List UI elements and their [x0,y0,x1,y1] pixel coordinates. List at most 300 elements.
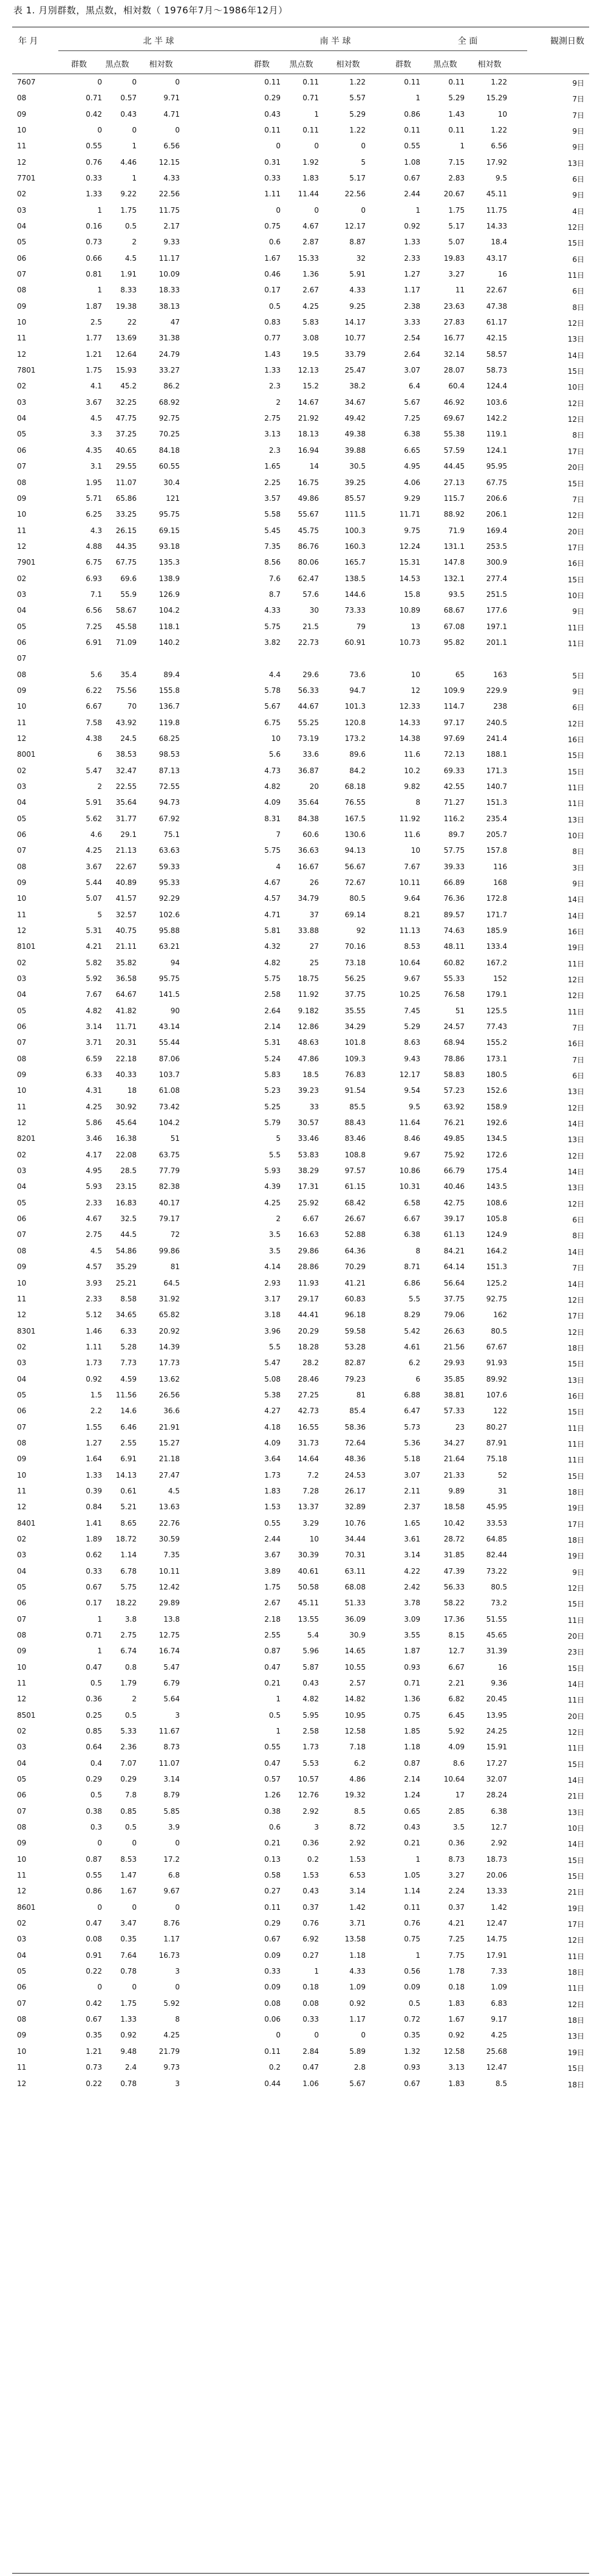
cell-south-spots: 2.87 [302,238,319,247]
cell-observation-days: 7日 [572,95,584,104]
cell-year-month: 10 [17,1086,27,1095]
cell-north-spots: 14.13 [115,1470,137,1479]
cell-observation-days: 9日 [572,127,584,136]
cell-north-groups: 0.5 [90,1679,102,1687]
cell-south-spots: 35.64 [298,798,319,807]
cell-whole-groups: 9.29 [404,494,420,503]
cell-year-month: 04 [17,1566,27,1576]
cell-whole-spots: 4.09 [448,1743,465,1752]
table-row [12,155,589,171]
cell-whole-relative: 7.33 [491,1967,507,1976]
cell-south-relative: 4.33 [349,286,366,295]
table-row [12,875,589,891]
cell-north-spots: 24.5 [120,734,137,743]
cell-observation-days: 13日 [567,335,584,344]
cell-north-relative: 11.75 [159,205,180,215]
header-year-month: 年 月 [18,36,38,46]
cell-south-relative: 63.11 [344,1566,366,1576]
cell-north-relative: 72 [170,1230,180,1239]
cell-whole-spots: 2.83 [448,174,465,183]
table-row [12,907,589,923]
cell-north-groups: 6.22 [86,686,102,695]
cell-observation-days: 18日 [567,1487,584,1496]
cell-north-spots: 22.18 [115,1054,137,1063]
cell-south-groups: 0.09 [264,1951,281,1960]
cell-whole-groups: 8.29 [404,1310,420,1320]
cell-south-spots: 18.5 [302,1070,319,1080]
cell-north-relative: 86.2 [163,382,180,391]
cell-observation-days: 5日 [572,671,584,680]
cell-whole-spots: 1 [460,142,465,151]
header-whole-disk: 全 面 [457,36,478,46]
table-row [12,2060,589,2076]
cell-whole-spots: 19.83 [443,253,465,263]
cell-whole-spots: 23.63 [443,301,465,311]
cell-north-spots: 0.5 [125,1710,137,1720]
cell-whole-spots: 61.13 [443,1230,465,1239]
cell-whole-groups: 0.93 [404,1662,420,1672]
cell-south-spots: 5.87 [302,1662,319,1672]
cell-whole-spots: 48.11 [443,942,465,951]
cell-whole-relative: 241.4 [486,734,507,743]
cell-whole-groups: 0.55 [404,142,420,151]
cell-whole-relative: 163 [493,670,507,679]
cell-south-spots: 0 [314,2031,319,2040]
table-header [12,27,589,74]
cell-south-spots: 17.31 [298,1182,319,1191]
cell-south-relative: 76.83 [344,1070,366,1080]
cell-north-groups: 0.73 [86,2063,102,2072]
cell-north-relative: 4.5 [168,1486,180,1495]
cell-south-groups: 3.96 [264,1326,281,1335]
cell-south-relative: 144.6 [344,590,366,599]
cell-observation-days: 15日 [567,2064,584,2073]
cell-south-relative: 8.72 [349,1823,366,1832]
cell-whole-relative: 11.75 [486,205,507,215]
cell-whole-spots: 78.86 [443,1054,465,1063]
cell-north-spots: 4.5 [125,253,137,263]
cell-whole-relative: 24.25 [486,1727,507,1736]
cell-whole-groups: 6.65 [404,446,420,455]
cell-whole-spots: 3.13 [448,2063,465,2072]
cell-north-relative: 17.2 [163,1855,180,1864]
cell-north-groups: 0.73 [86,238,102,247]
cell-south-relative: 80.5 [349,894,366,903]
cell-south-relative: 39.88 [344,446,366,455]
cell-north-groups: 6.59 [86,1054,102,1063]
cell-observation-days: 15日 [567,767,584,776]
cell-whole-relative: 22.67 [486,286,507,295]
cell-north-groups: 5.47 [86,766,102,775]
cell-north-spots: 0 [132,78,137,86]
cell-north-spots: 38.53 [115,750,137,759]
cell-year-month: 04 [17,1374,27,1383]
cell-north-groups: 3.67 [86,862,102,871]
cell-north-relative: 8.79 [163,1791,180,1800]
cell-south-groups: 1.73 [264,1470,281,1479]
cell-south-groups: 4.71 [264,910,281,919]
cell-south-relative: 10.76 [344,1518,366,1527]
cell-north-relative: 0 [175,126,180,135]
cell-south-relative: 1.42 [349,1903,366,1912]
cell-observation-days: 23日 [567,1648,584,1657]
cell-year-month: 08 [17,94,27,103]
cell-whole-relative: 14.75 [486,1935,507,1944]
cell-south-groups: 0.55 [264,1518,281,1527]
cell-north-groups: 3.93 [86,1278,102,1287]
cell-north-groups: 6.25 [86,510,102,519]
cell-south-groups: 2.58 [264,990,281,999]
cell-north-groups: 1.33 [86,190,102,199]
cell-north-spots: 44.5 [120,1230,137,1239]
cell-north-spots: 0.57 [120,94,137,103]
cell-year-month: 03 [17,590,27,599]
cell-north-spots: 0.8 [125,1662,137,1672]
table-row [12,1820,589,1836]
cell-north-groups: 0.3 [90,1823,102,1832]
cell-north-groups: 0.87 [86,1855,102,1864]
cell-north-groups: 1 [97,1647,102,1656]
cell-whole-groups: 0.72 [404,2015,420,2024]
cell-north-relative: 6.56 [163,142,180,151]
cell-south-relative: 5.29 [349,109,366,119]
cell-whole-relative: 235.4 [486,814,507,823]
cell-north-groups: 0.39 [86,1486,102,1495]
cell-whole-groups: 0.56 [404,1967,420,1976]
cell-north-groups: 0.64 [86,1743,102,1752]
cell-observation-days: 10日 [567,831,584,840]
cell-year-month: 03 [17,974,27,983]
cell-north-relative: 4.25 [163,2031,180,2040]
cell-whole-spots: 6.82 [448,1695,465,1704]
cell-north-spots: 43.92 [115,718,137,727]
cell-north-groups: 1.33 [86,1470,102,1479]
cell-south-groups: 1.65 [264,462,281,471]
cell-south-spots: 6.92 [302,1935,319,1944]
cell-whole-groups: 0.67 [404,2079,420,2088]
cell-whole-relative: 251.5 [486,590,507,599]
cell-whole-groups: 0.67 [404,174,420,183]
cell-whole-groups: 0.35 [404,2031,420,2040]
table-row [12,1740,589,1755]
cell-whole-groups: 2.33 [404,253,420,263]
cell-observation-days: 10日 [567,383,584,392]
cell-north-relative: 16.74 [159,1647,180,1656]
cell-north-relative: 2.17 [163,222,180,231]
cell-north-relative: 64.5 [163,1278,180,1287]
cell-north-groups: 0.92 [86,1374,102,1383]
cell-south-spots: 39.23 [298,1086,319,1095]
cell-whole-spots: 12.7 [448,1647,465,1656]
cell-observation-days: 19日 [567,1504,584,1513]
cell-north-spots: 0.85 [120,1806,137,1816]
cell-south-groups: 5.31 [264,1038,281,1047]
cell-north-spots: 21.13 [115,846,137,855]
cell-whole-relative: 9.17 [491,2015,507,2024]
cell-observation-days: 4日 [572,207,584,216]
table-row [12,1884,589,1899]
cell-south-spots: 13.55 [298,1614,319,1624]
cell-south-spots: 5.4 [307,1630,319,1639]
cell-whole-groups: 5.29 [404,1022,420,1031]
cell-observation-days: 11日 [567,1696,584,1705]
cell-whole-groups: 9.43 [404,1054,420,1063]
cell-north-spots: 32.47 [115,766,137,775]
cell-north-relative: 141.5 [159,990,180,999]
cell-south-relative: 130.6 [344,830,366,839]
cell-whole-spots: 109.9 [443,686,465,695]
cell-south-spots: 45.75 [298,526,319,535]
cell-north-groups: 0.29 [86,1775,102,1784]
cell-south-groups: 4.82 [264,782,281,791]
cell-observation-days: 6日 [572,1072,584,1081]
table-row [12,1964,589,1980]
cell-year-month: 07 [17,1230,27,1239]
cell-south-groups: 3.5 [268,1230,281,1239]
cell-north-spots: 1 [132,142,137,151]
cell-year-month: 08 [17,670,27,679]
cell-south-relative: 79 [356,622,366,631]
cell-south-groups: 4.39 [264,1182,281,1191]
cell-whole-relative: 32.07 [486,1775,507,1784]
cell-whole-spots: 58.22 [443,1599,465,1608]
cell-whole-groups: 4.22 [404,1566,420,1576]
cell-north-spots: 1.79 [120,1679,137,1687]
cell-year-month: 05 [17,1006,27,1015]
cell-whole-spots: 60.4 [448,382,465,391]
cell-north-groups: 5.07 [86,894,102,903]
cell-whole-groups: 0.86 [404,109,420,119]
cell-south-relative: 94.13 [344,846,366,855]
cell-north-spots: 35.4 [120,670,137,679]
cell-north-spots: 23.15 [115,1182,137,1191]
cell-north-groups: 4.5 [90,1246,102,1255]
cell-observation-days: 11日 [567,1007,584,1016]
cell-whole-groups: 0.76 [404,1919,420,1928]
cell-whole-groups: 11.13 [399,926,420,935]
cell-whole-groups: 0.71 [404,1679,420,1687]
cell-whole-spots: 97.69 [443,734,465,743]
cell-whole-spots: 3.27 [448,270,465,279]
cell-whole-spots: 9.89 [448,1486,465,1495]
cell-north-spots: 0.43 [120,109,137,119]
cell-south-spots: 0.2 [307,1855,319,1864]
cell-north-spots: 6.91 [120,1455,137,1464]
cell-north-groups: 6.75 [86,558,102,567]
cell-south-spots: 14.64 [298,1455,319,1464]
cell-year-month: 02 [17,958,27,967]
cell-north-groups: 4.88 [86,542,102,551]
cell-south-spots: 1.92 [302,157,319,167]
cell-south-groups: 0.21 [264,1839,281,1848]
cell-north-groups: 0.55 [86,142,102,151]
cell-south-groups: 5.93 [264,1166,281,1176]
cell-whole-spots: 66.79 [443,1166,465,1176]
cell-north-spots: 0.78 [120,2079,137,2088]
cell-south-spots: 6.67 [302,1214,319,1224]
cell-year-month: 08 [17,286,27,295]
cell-observation-days: 9日 [572,191,584,200]
cell-year-month: 10 [17,318,27,327]
cell-north-relative: 102.6 [159,910,180,919]
cell-year-month: 02 [17,1150,27,1159]
cell-year-month: 04 [17,222,27,231]
cell-whole-spots: 75.92 [443,1150,465,1159]
cell-whole-groups: 0.75 [404,1935,420,1944]
cell-south-spots: 80.06 [298,558,319,567]
cell-whole-groups: 1.18 [404,1743,420,1752]
table-row [12,1436,589,1452]
cell-whole-groups: 2.44 [404,190,420,199]
table-row [12,331,589,346]
cell-whole-relative: 116 [493,862,507,871]
cell-south-groups: 0.83 [264,318,281,327]
cell-south-relative: 30.9 [349,1630,366,1639]
cell-south-spots: 44.67 [298,702,319,711]
cell-south-groups: 0.55 [264,1743,281,1752]
cell-south-groups: 0 [276,205,281,215]
table-row [12,1564,589,1580]
cell-south-spots: 26 [309,878,319,887]
cell-south-spots: 53.83 [298,1150,319,1159]
cell-south-groups: 7 [276,830,281,839]
cell-year-month: 06 [17,830,27,839]
cell-south-spots: 2.92 [302,1806,319,1816]
cell-north-groups: 3.46 [86,1134,102,1143]
cell-south-spots: 47.86 [298,1054,319,1063]
cell-year-month: 11 [17,718,27,727]
cell-north-relative: 24.79 [159,350,180,359]
cell-year-month: 02 [17,1919,27,1928]
cell-north-spots: 22 [127,318,137,327]
cell-north-spots: 32.25 [115,398,137,407]
cell-south-groups: 0.11 [264,78,281,86]
cell-north-relative: 17.73 [159,1359,180,1368]
cell-north-relative: 72.55 [159,782,180,791]
cell-north-relative: 87.13 [159,766,180,775]
cell-whole-relative: 16 [497,1662,507,1672]
cell-whole-relative: 13.95 [486,1710,507,1720]
cell-whole-relative: 143.5 [486,1182,507,1191]
cell-north-groups: 0.67 [86,2015,102,2024]
cell-north-relative: 0 [175,1839,180,1848]
cell-whole-relative: 240.5 [486,718,507,727]
cell-south-groups: 4.57 [264,894,281,903]
cell-whole-relative: 52 [497,1470,507,1479]
cell-whole-groups: 11.64 [399,1118,420,1128]
cell-year-month: 03 [17,398,27,407]
cell-whole-spots: 0.11 [448,126,465,135]
table-row [12,1660,589,1676]
cell-whole-relative: 151.3 [486,1262,507,1272]
cell-north-relative: 4.71 [163,109,180,119]
cell-whole-spots: 21.56 [443,1342,465,1351]
cell-north-spots: 21.11 [115,942,137,951]
cell-north-relative: 3.14 [163,1775,180,1784]
cell-north-relative: 103.7 [159,1070,180,1080]
cell-south-spots: 5.95 [302,1710,319,1720]
cell-north-relative: 21.91 [159,1422,180,1431]
cell-year-month: 11 [17,142,27,151]
table-row [12,1980,589,1996]
cell-north-groups: 4.17 [86,1150,102,1159]
cell-whole-spots: 55.33 [443,974,465,983]
cell-north-spots: 22.67 [115,862,137,871]
cell-whole-relative: 33.53 [486,1518,507,1527]
cell-south-groups: 5 [276,1134,281,1143]
table-row [12,1692,589,1707]
cell-whole-groups: 0.65 [404,1806,420,1816]
cell-whole-relative: 6.38 [491,1806,507,1816]
cell-year-month: 07 [17,1422,27,1431]
table-row [12,571,589,587]
cell-north-relative: 3 [175,1967,180,1976]
cell-north-groups: 1.77 [86,334,102,343]
cell-south-groups: 5.25 [264,1102,281,1111]
cell-whole-spots: 40.46 [443,1182,465,1191]
cell-south-relative: 92 [356,926,366,935]
cell-whole-groups: 5.36 [404,1438,420,1447]
cell-observation-days: 19日 [567,943,584,952]
cell-whole-groups: 9.64 [404,894,420,903]
cell-south-relative: 56.25 [344,974,366,983]
cell-north-spots: 0.29 [120,1775,137,1784]
cell-year-month: 03 [17,1166,27,1176]
cell-south-groups: 0.27 [264,1887,281,1896]
cell-south-relative: 34.44 [344,1534,366,1543]
cell-observation-days: 8日 [572,1231,584,1241]
cell-south-relative: 10.55 [344,1662,366,1672]
cell-south-groups: 4.09 [264,1438,281,1447]
cell-whole-relative: 167.2 [486,958,507,967]
table-row [12,987,589,1003]
cell-north-spots: 5.28 [120,1342,137,1351]
cell-south-spots: 1.36 [302,270,319,279]
cell-south-relative: 0 [361,142,366,151]
cell-south-spots: 28.2 [302,1359,319,1368]
cell-whole-relative: 14.33 [486,222,507,231]
cell-south-groups: 2 [276,398,281,407]
cell-whole-groups: 10.2 [404,766,420,775]
table-row [12,1035,589,1051]
cell-north-relative: 63.63 [159,846,180,855]
cell-south-spots: 30 [309,606,319,615]
cell-north-spots: 6.46 [120,1422,137,1431]
cell-north-relative: 70.25 [159,430,180,439]
cell-south-relative: 96.18 [344,1310,366,1320]
cell-whole-groups: 13 [411,622,420,631]
cell-north-relative: 118.1 [159,622,180,631]
cell-south-spots: 11.93 [298,1278,319,1287]
cell-whole-relative: 18.4 [491,238,507,247]
cell-year-month: 08 [17,1246,27,1255]
cell-north-groups: 3.67 [86,398,102,407]
cell-whole-spots: 56.33 [443,1582,465,1591]
cell-year-month: 09 [17,109,27,119]
cell-observation-days: 19日 [567,1904,584,1913]
table-row [12,523,589,539]
cell-observation-days: 14日 [567,1680,584,1689]
cell-observation-days: 14日 [567,1840,584,1849]
cell-south-spots: 20.29 [298,1326,319,1335]
cell-south-groups: 0.43 [264,109,281,119]
cell-year-month: 07 [17,1038,27,1047]
cell-south-relative: 33.79 [344,350,366,359]
cell-south-relative: 4.86 [349,1775,366,1784]
cell-year-month: 06 [17,1983,27,1992]
cell-south-spots: 33.46 [298,1134,319,1143]
cell-whole-spots: 1.83 [448,1999,465,2008]
